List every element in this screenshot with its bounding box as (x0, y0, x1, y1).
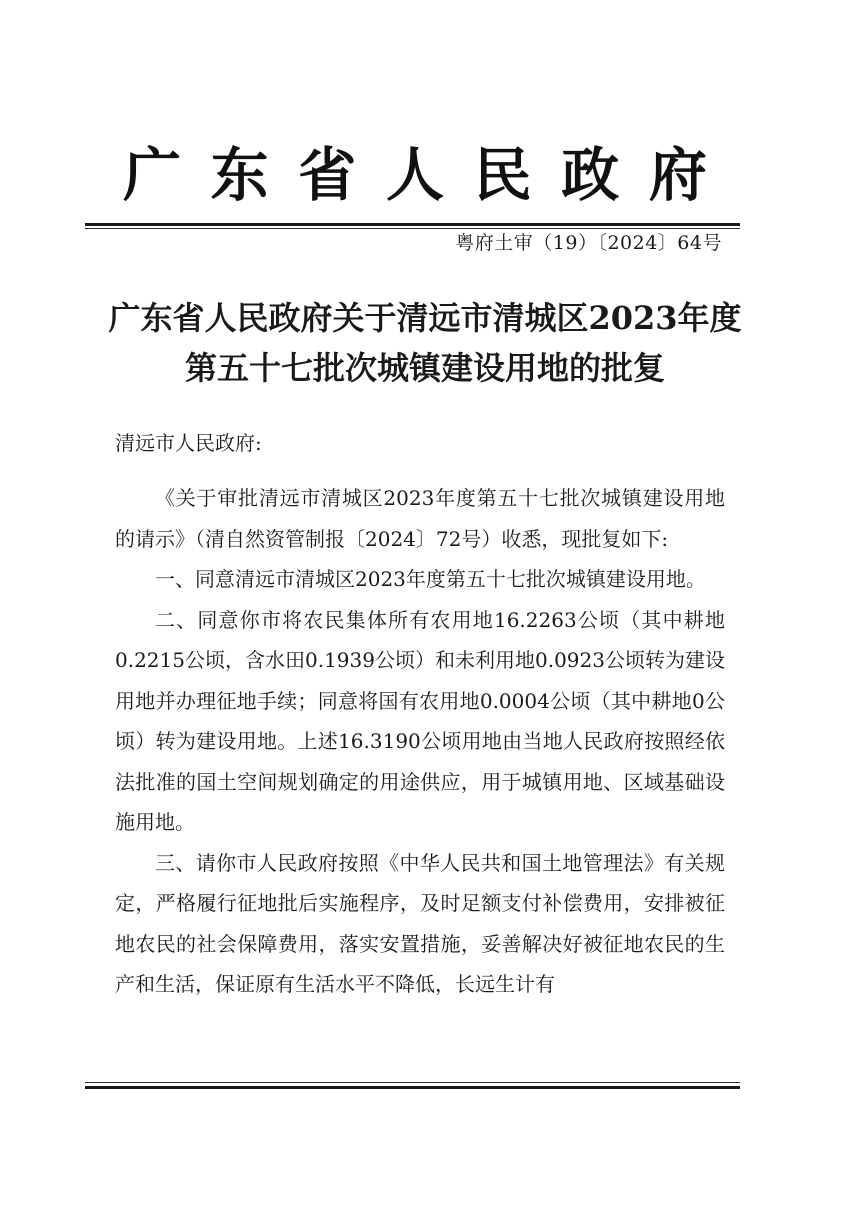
paragraph-item-1: 一、同意清远市清城区2023年度第五十七批次城镇建设用地。 (155, 567, 706, 591)
masthead-char: 府 (648, 141, 707, 209)
paragraph-item-3: 三、请你市人民政府按照《中华人民共和国土地管理法》有关规定，严格履行征地批后实施程序，及时足额支付补偿费用，安排被征地农民的社会保障费用，落实安置措施，妥善解决好被征地农民的生产和生活，保证原有生活水平不降低，长远生计有 (115, 850, 725, 996)
masthead-char: 民 (473, 141, 532, 209)
masthead-char: 东 (210, 141, 269, 209)
title-line-2: 第五十七批次城镇建设用地的批复 (184, 349, 665, 387)
footer-divider-thick (85, 1086, 740, 1089)
masthead-char: 人 (385, 141, 444, 209)
header-divider-thick (85, 223, 740, 226)
paragraph-item-2: 二、同意你市将农民集体所有农用地16.2263公顷（其中耕地0.2215公顷，含水田0.1939公顷）和未利用地0.0923公顷转为建设用地并办理征地手续；同意将国有农用地0.0004公顷（其中耕地0公顷）转为建设用地。上述16.3190公顷用地由当地人民政府按照经依法批准的国土空间规划确定的用途供应，用于城镇用地、区域基础设施用地。 (115, 607, 725, 834)
title-line-1: 广东省人民政府关于清远市清城区2023年度 (108, 299, 742, 337)
document-number: 粤府土审（19）〔2024〕64号 (455, 232, 722, 254)
masthead-char: 广 (122, 141, 181, 209)
document-body (115, 478, 725, 1005)
footer-divider-thin (85, 1082, 740, 1083)
masthead-char: 省 (298, 141, 357, 209)
salutation: 清远市人民政府: (115, 431, 262, 455)
header-divider-thin (85, 228, 740, 229)
paragraph-intro: 《关于审批清远市清城区2023年度第五十七批次城镇建设用地的请示》（清自然资管制报〔2024〕72号）收悉，现批复如下: (115, 486, 725, 551)
masthead-char: 政 (561, 141, 620, 209)
document-title (85, 293, 765, 393)
masthead-title (120, 140, 710, 210)
